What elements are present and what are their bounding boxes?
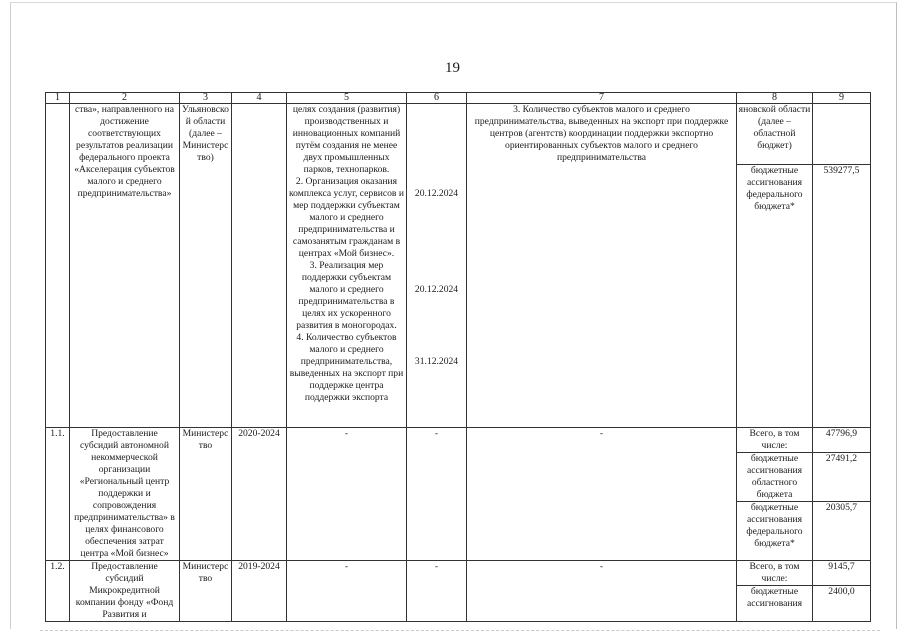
funding-sources (737, 428, 813, 561)
funding-source-federal: бюджетные ассигнования федерального бюджета* (737, 164, 813, 213)
funding-sources (737, 561, 813, 622)
period: 2019-2024 (232, 561, 287, 622)
table-row (46, 428, 871, 561)
deadlines (407, 104, 467, 428)
executor: Ульяновской области (далее – Министерство) (180, 104, 232, 428)
indicator: - (467, 561, 737, 622)
control-point-2: 2. Организация оказания комплекса услуг, сервисов и мер поддержки субъектам малого и среднего предпринимательства и самозанятым гражданам в центрах «Мой бизнес». (289, 176, 404, 259)
deadline-3: 31.12.2024 (414, 356, 459, 367)
table-row (46, 561, 871, 622)
amount-federal: 539277,5 (813, 164, 871, 177)
scan-edge-line (40, 630, 880, 635)
header-col-2: 2 (70, 93, 180, 104)
header-col-8: 8 (737, 93, 813, 104)
period (232, 104, 287, 428)
row-number (46, 104, 70, 428)
funding-source-total: Всего, в том числе: (749, 561, 800, 584)
amount-total: 47796,9 (825, 428, 858, 439)
amounts (813, 104, 871, 428)
funding-source-total: Всего, в том числе: (749, 428, 800, 451)
amount-federal: 20305,7 (813, 501, 871, 514)
indicator: 3. Количество субъектов малого и среднего предпринимательства, выведенных на экспорт при поддержке центров (агентств) координации поддержки экспортно ориентированных субъектов малого и среднего предпринимательства (467, 104, 737, 428)
control-points (287, 104, 407, 428)
program-table (45, 92, 871, 622)
amount-regional: 27491,2 (813, 452, 871, 501)
page-number: 19 (445, 60, 460, 76)
header-col-7: 7 (467, 93, 737, 104)
row-number: 1.2. (46, 561, 70, 622)
control-points: - (287, 561, 407, 622)
amount-regional: 2400,0 (813, 585, 871, 598)
amount-regional (813, 104, 870, 164)
event-name: Предоставление субсидий автономной некоммерческой организации «Региональный центр поддержки и сопровождения предпринимательства» в целях финансового обеспечения затрат центра «Мой бизнес» (70, 428, 180, 561)
control-points: - (287, 428, 407, 561)
header-col-5: 5 (287, 93, 407, 104)
funding-sources (737, 104, 813, 428)
header-col-3: 3 (180, 93, 232, 104)
amounts (813, 561, 871, 622)
event-name: Предоставление субсидий Микрокредитной компании фонду «Фонд Развития и (70, 561, 180, 622)
control-point-4: 4. Количество субъектов малого и среднего предпринимательства, выведенных на экспорт при поддержке центра поддержки экспорта (289, 332, 404, 403)
funding-source-regional: бюджетные ассигнования (737, 585, 813, 610)
funding-source-regional: бюджетные ассигнования областного бюджета (737, 452, 813, 501)
header-row (46, 93, 871, 104)
control-point-1: целях создания (развития) производственных и инновационных компаний путём создания не менее двух промышленных парков, технопарков. (292, 104, 401, 175)
deadline-2: 20.12.2024 (414, 284, 459, 295)
row-number: 1.1. (46, 428, 70, 561)
header-col-4: 4 (232, 93, 287, 104)
deadlines: - (407, 428, 467, 561)
executor: Министерство (180, 561, 232, 622)
indicator: - (467, 428, 737, 561)
control-point-3: 3. Реализация мер поддержки субъектам малого и среднего предпринимательства в целях их ускоренного развития в моногородах. (296, 260, 397, 331)
table-row (46, 104, 871, 428)
funding-source-regional: яновской области (далее – областной бюджет) (738, 104, 811, 151)
amount-total: 9145,7 (828, 561, 855, 572)
deadlines: - (407, 561, 467, 622)
funding-source-federal: бюджетные ассигнования федерального бюджета* (737, 501, 813, 550)
event-name: ства», направленного на достижение соответствующих результатов реализации федерального проекта «Акселерация субъектов малого и среднего предпринимательства» (70, 104, 180, 428)
header-col-1: 1 (46, 93, 70, 104)
deadline-1: 20.12.2024 (414, 188, 459, 199)
executor: Министерство (180, 428, 232, 561)
header-col-6: 6 (407, 93, 467, 104)
amounts (813, 428, 871, 561)
period: 2020-2024 (232, 428, 287, 561)
header-col-9: 9 (813, 93, 871, 104)
